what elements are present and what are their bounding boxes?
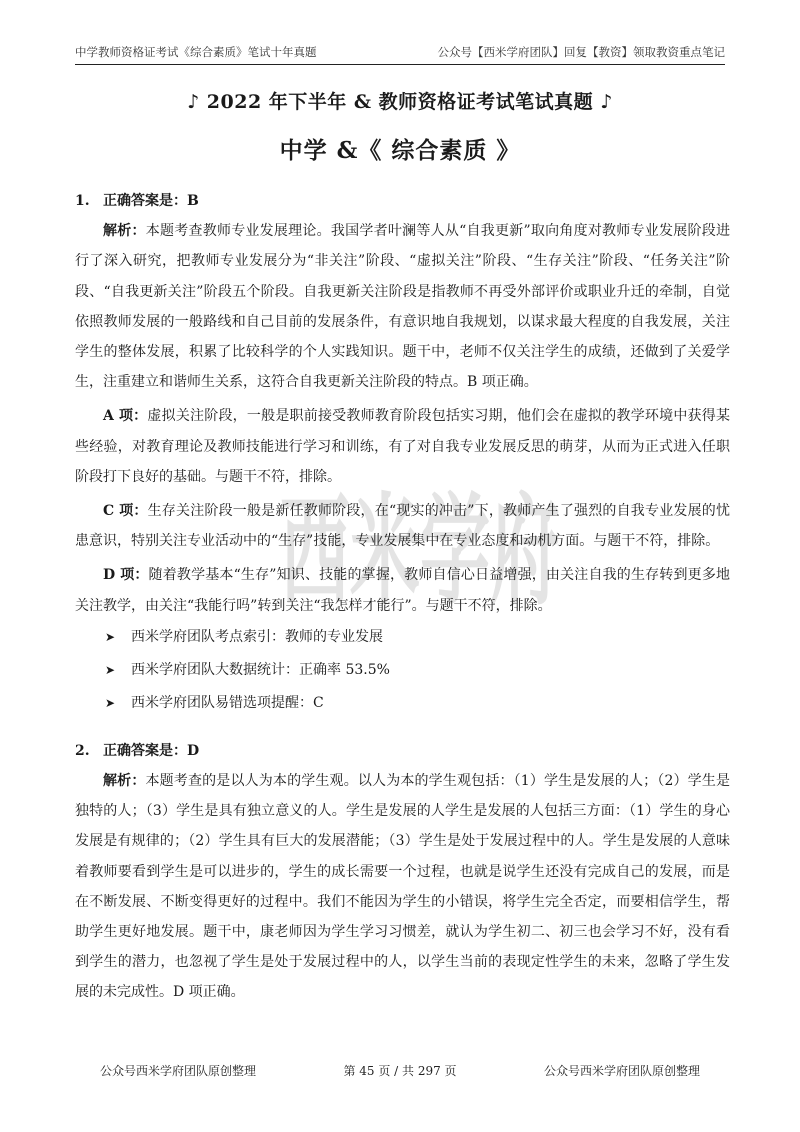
page-footer xyxy=(100,1062,700,1079)
analysis-paragraph xyxy=(75,216,730,397)
analysis-text: 本题考查的是以人为本的学生观。以人为本的学生观包括：（1）学生是发展的人；（2）学生是独特的人；（3）学生是具有独立意义的人。学生是发展的人学生是发展的人包括三方面：（1）学生的身心发展是有规律的；（2）学生具有巨大的发展潜能；（3）学生是处于发展过程中的人。学生是发展的人意味着教师要看到学生是可以进步的，学生的成长需要一个过程，也就是说学生还没有完成自己的发展，而是在不断发展、不断变得更好的过程中。我们不能因为学生的小错误，将学生完全否定，而要相信学生，帮助学生更好地发展。题干中，康老师因为学生学习习惯差，就认为学生初二、初三也会学习不好，没有看到学生的潜力，也忽视了学生是处于发展过程中的人，以学生当前的表现定性学生的未来，忽略了学生发展的未完成性。D 项正确。 xyxy=(75,773,731,1001)
analysis-paragraph xyxy=(75,766,730,1008)
analysis-text: 本题考查教师专业发展理论。我国学者叶澜等人从“自我更新”取向角度对教师专业发展阶段进行了深入研究，把教师专业发展分为“非关注”阶段、“虚拟关注”阶段、“生存关注”阶段、“任务关注”阶段、“自我更新关注”阶段五个阶段。自我更新关注阶段是指教师不再受外部评价或职业升迁的牵制，自觉依照教师发展的一般路线和自己目前的发展条件，有意识地自我规划，以谋求最大程度的自我发展，关注学生的整体发展，积累了比较科学的个人实践知识。题干中，老师不仅关注学生的成绩，还做到了关爱学生，注重建立和谐师生关系，这符合自我更新关注阶段的特点。B 项正确。 xyxy=(75,223,731,391)
watermark-text: 西米学府 xyxy=(280,482,560,622)
bullet-item xyxy=(75,654,730,687)
bullet-text: 西米学府团队大数据统计：正确率 53.5% xyxy=(131,661,390,678)
arrow-bullet-icon: ➤ xyxy=(105,629,116,644)
analysis-label: 解析： xyxy=(103,223,146,240)
page-header xyxy=(75,40,725,65)
question-1-header xyxy=(75,186,730,216)
footer-left-text: 公众号西米学府团队原创整理 xyxy=(100,1064,257,1078)
bullet-text: 西米学府团队易错选项提醒：C xyxy=(131,694,324,711)
option-c-label: C 项： xyxy=(103,503,148,520)
option-a-text: 虚拟关注阶段，一般是职前接受教师教育阶段包括实习期，他们会在虚拟的教学环境中获得某些经验，对教育理论及教师技能进行学习和训练，有了对自我专业发展反思的萌芽，从而为正式进入任职阶段打下良好的基础。与题干不符，排除。 xyxy=(75,408,730,485)
question-content xyxy=(75,186,730,1008)
page-title: ♪ 2022 年下半年 & 教师资格证考试笔试真题 ♪ xyxy=(187,91,613,113)
bullet-text: 西米学府团队考点索引：教师的专业发展 xyxy=(131,628,383,645)
header-left-text: 中学教师资格证考试《综合素质》笔试十年真题 xyxy=(75,45,317,59)
bullet-item xyxy=(75,687,730,720)
arrow-bullet-icon: ➤ xyxy=(105,662,116,677)
footer-right-text: 公众号西米学府团队原创整理 xyxy=(543,1064,700,1078)
option-d-paragraph xyxy=(75,560,730,620)
question-2-header xyxy=(75,736,730,766)
option-a-label: A 项： xyxy=(103,408,148,425)
option-c-text: 生存关注阶段一般是新任教师阶段，在“现实的冲击”下，教师产生了强烈的自我专业发展的忧患意识，特别关注专业活动中的“生存”技能，专业发展集中在专业态度和动机方面。与题干不符，排除。 xyxy=(75,503,730,550)
answer-text: 正确答案是：B xyxy=(103,193,199,209)
header-right-text: 公众号【西米学府团队】回复【教资】领取教资重点笔记 xyxy=(437,45,725,59)
option-d-text: 随着教学基本“生存”知识、技能的掌握，教师自信心日益增强，由关注自我的生存转到更多地关注教学，由关注“我能行吗”转到关注“我怎样才能行”。与题干不符，排除。 xyxy=(75,567,731,614)
option-c-paragraph xyxy=(75,496,730,556)
page-subtitle: 中学 &《 综合素质 》 xyxy=(279,137,521,164)
question-number: 1. xyxy=(75,193,90,209)
page-number: 第 45 页 / 共 297 页 xyxy=(343,1064,457,1078)
analysis-label: 解析： xyxy=(103,773,146,790)
question-number: 2. xyxy=(75,742,90,759)
option-a-paragraph xyxy=(75,401,730,492)
answer-text: 正确答案是：D xyxy=(103,742,200,759)
option-d-label: D 项： xyxy=(103,567,149,584)
arrow-bullet-icon: ➤ xyxy=(105,695,116,710)
bullet-item xyxy=(75,621,730,654)
